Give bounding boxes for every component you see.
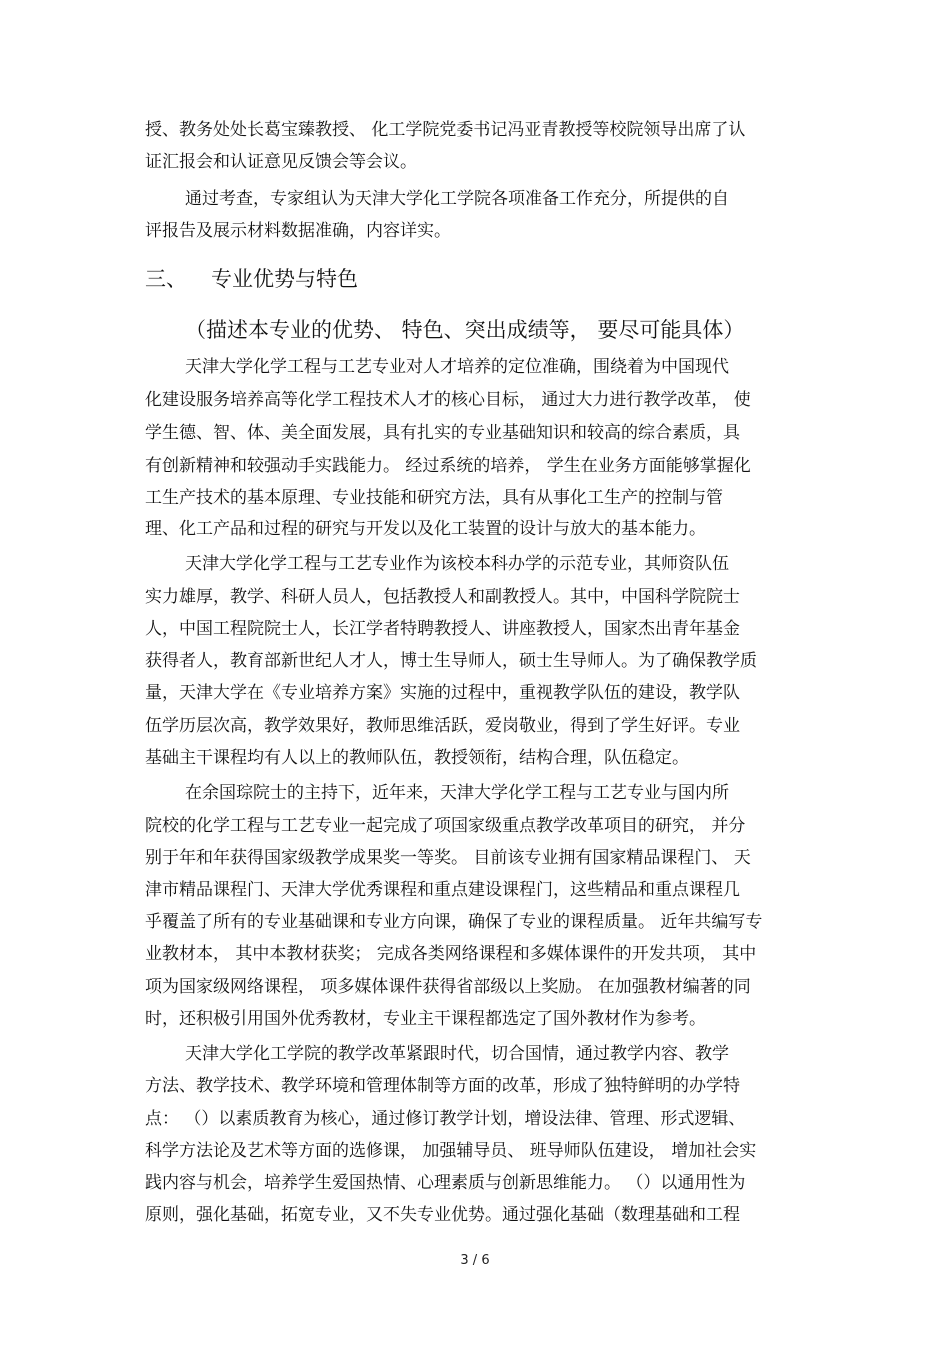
text-line: 原则，强化基础，拓宽专业，又不失专业优势。通过强化基础（数理基础和工程: [145, 1205, 740, 1225]
page-number: 3 / 6: [460, 1253, 490, 1268]
text-line: 通过考查，专家组认为天津大学化工学院各项准备工作充分，所提供的自: [185, 189, 729, 209]
text-line: 天津大学化学工程与工艺专业对人才培养的定位准确，围绕着为中国现代: [185, 357, 729, 377]
section-title: 专业优势与特色: [211, 267, 358, 291]
section-number: 三、: [145, 267, 187, 291]
text-line: 点： （）以素质教育为核心，通过修订教学计划，增设法律、管理、形式逻辑、: [145, 1109, 746, 1129]
text-line: 人，中国工程院院士人，长江学者特聘教授人、讲座教授人，国家杰出青年基金: [145, 619, 740, 639]
text-line: 基础主干课程均有人以上的教师队伍，教授领衔，结构合理，队伍稳定。: [145, 748, 689, 768]
text-line: 有创新精神和较强动手实践能力。 经过系统的培养， 学生在业务方面能够掌握化: [145, 456, 751, 476]
text-line: 获得者人，教育部新世纪人才人，博士生导师人，硕士生导师人。为了确保教学质: [145, 651, 757, 671]
section-instruction: （描述本专业的优势、 特色、突出成绩等， 要尽可能具体）: [185, 318, 745, 342]
text-line: 方法、教学技术、教学环境和管理体制等方面的改革，形成了独特鲜明的办学特: [145, 1076, 740, 1096]
text-line: 实力雄厚，教学、科研人员人，包括教授人和副教授人。其中，中国科学院院士: [145, 587, 740, 607]
text-line: 天津大学化工学院的教学改革紧跟时代，切合国情，通过教学内容、教学: [185, 1044, 729, 1064]
text-line: 乎覆盖了所有的专业基础课和专业方向课，确保了专业的课程质量。 近年共编写专: [145, 912, 763, 932]
text-line: 院校的化学工程与工艺专业一起完成了项国家级重点教学改革项目的研究， 并分: [145, 816, 746, 836]
text-line: 天津大学化学工程与工艺专业作为该校本科办学的示范专业，其师资队伍: [185, 554, 729, 574]
text-line: 在余国琮院士的主持下，近年来，天津大学化学工程与工艺专业与国内所: [185, 783, 729, 803]
text-line: 时，还积极引用国外优秀教材，专业主干课程都选定了国外教材作为参考。: [145, 1009, 706, 1029]
text-line: 量，天津大学在《专业培养方案》实施的过程中，重视教学队伍的建设，教学队: [145, 683, 740, 703]
text-line: 工生产技术的基本原理、专业技能和研究方法，具有从事化工生产的控制与管: [145, 488, 723, 508]
text-line: 评报告及展示材料数据准确，内容详实。: [145, 221, 451, 241]
text-line: 业教材本， 其中本教材获奖； 完成各类网络课程和多媒体课件的开发共项， 其中: [145, 944, 757, 964]
text-line: 津市精品课程门、天津大学优秀课程和重点建设课程门，这些精品和重点课程几: [145, 880, 740, 900]
text-line: 证汇报会和认证意见反馈会等会议。: [145, 152, 417, 172]
text-line: 伍学历层次高，教学效果好，教师思维活跃，爱岗敬业，得到了学生好评。专业: [145, 716, 740, 736]
text-line: 理、化工产品和过程的研究与开发以及化工装置的设计与放大的基本能力。: [145, 519, 706, 539]
text-line: 践内容与机会，培养学生爱国热情、心理素质与创新思维能力。 （）以通用性为: [145, 1173, 746, 1193]
text-line: 科学方法论及艺术等方面的选修课， 加强辅导员、 班导师队伍建设， 增加社会实: [145, 1141, 757, 1161]
text-line: 学生德、智、体、美全面发展，具有扎实的专业基础知识和较高的综合素质，具: [145, 423, 740, 443]
text-line: 项为国家级网络课程， 项多媒体课件获得省部级以上奖励。 在加强教材编著的同: [145, 977, 751, 997]
text-line: 别于年和年获得国家级教学成果奖一等奖。 目前该专业拥有国家精品课程门、 天: [145, 848, 751, 868]
text-line: 授、教务处处长葛宝臻教授、 化工学院党委书记冯亚青教授等校院领导出席了认: [145, 120, 746, 140]
text-line: 化建设服务培养高等化学工程技术人才的核心目标， 通过大力进行教学改革， 使: [145, 390, 751, 410]
section-heading: [145, 266, 358, 292]
